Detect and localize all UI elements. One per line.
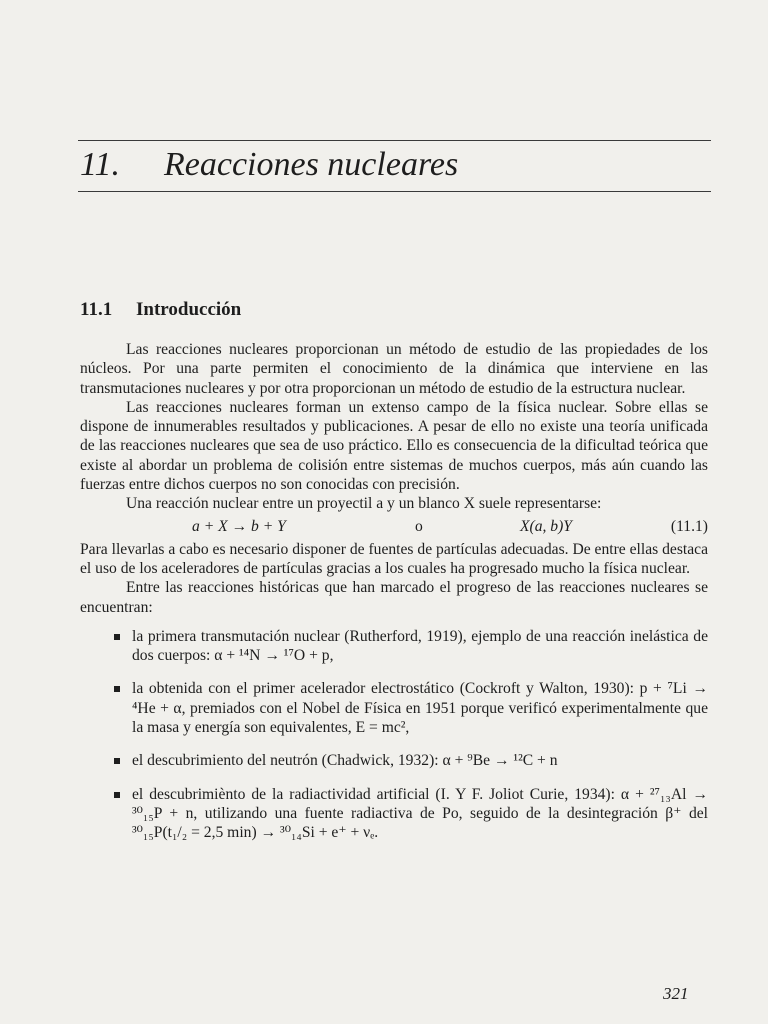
paragraph: Las reacciones nucleares forman un extenso campo de la física nuclear. Sobre ellas se dispone de innumerables resultados y publicaciones. A pesar de ello no existe una teoría unificada de las reacciones nucleares que sea de uso práctico. Ello es consecuencia de la dificultad teórica que existe al abordar un problema de colisión entre sistemas de muchos cuerpos, más aún cuando las fuerzas entre dichos cuerpos no son conocidas con precisión.	[80, 398, 708, 494]
equation-number: (11.1)	[670, 517, 708, 535]
list-item	[80, 627, 708, 666]
chapter-heading	[80, 144, 458, 186]
equation-right: X(a, b)Y	[520, 517, 572, 535]
list-item	[80, 785, 708, 843]
bullet-icon	[114, 634, 120, 640]
paragraph: Entre las reacciones históricas que han marcado el progreso de las reacciones nucleares se encuentran:	[80, 579, 708, 616]
bullet-icon	[114, 758, 120, 764]
equation-connector: o	[415, 517, 423, 535]
equation-11-1	[80, 514, 708, 540]
bullet-icon	[114, 686, 120, 692]
section-number: 11.1	[80, 299, 113, 320]
page-number: 321	[663, 984, 689, 1003]
list-item-text: la primera transmutación nuclear (Rutherford, 1919), ejemplo de una reacción inelástica de dos cuerpos: α + ¹⁴N → ¹⁷O + p,	[132, 627, 708, 665]
paragraph: Para llevarlas a cabo es necesario disponer de fuentes de partículas adecuadas. De entre ellas destaca el uso de los aceleradores de partículas gracias a los cuales ha progresado mucho la física nuclear.	[80, 540, 708, 577]
list-item-text: el descubrimiento del neutrón (Chadwick, 1932): α + ⁹Be → ¹²C + n	[132, 752, 558, 770]
paragraph: Las reacciones nucleares proporcionan un método de estudio de las propiedades de los núcleos. Por una parte permiten el conocimiento de la dinámica que interviene en las transmutaciones nucleares y por otra proporcionan un método de estudio de la estructura nuclear.	[80, 341, 708, 397]
section-title: Introducción	[136, 299, 242, 320]
equation-left: a + X → b + Y	[192, 517, 286, 535]
list-item-text: la obtenida con el primer acelerador electrostático (Cockroft y Walton, 1930): p + ⁷Li → ⁴He + α, premiados con el Nobel de Física en 1951 porque verificó experimentalmente que la masa y energía son equivalentes, E = mc²,	[132, 680, 708, 737]
reaction-list	[80, 627, 708, 843]
list-item-text: el descubrimiènto de la radiactividad artificial (I. Y F. Joliot Curie, 1934): α + ²⁷₁₃Al → ³⁰₁₅P + n, utilizando una fuente radiactiva de Po, seguido de la desintegración β⁺ del ³⁰₁₅P(t₁/₂ = 2,5 min) → ³⁰₁₄Si + e⁺ + νₑ.	[132, 785, 708, 842]
section-heading	[80, 297, 241, 323]
chapter-title: Reacciones nucleares	[164, 146, 459, 183]
body-text	[80, 340, 708, 857]
list-item	[80, 751, 708, 770]
list-item	[80, 679, 708, 737]
top-rule	[78, 140, 711, 141]
chapter-number: 11.	[80, 146, 120, 183]
paragraph: Una reacción nuclear entre un proyectil a y un blanco X suele representarse:	[126, 495, 602, 513]
bullet-icon	[114, 792, 120, 798]
bottom-rule	[78, 191, 711, 192]
